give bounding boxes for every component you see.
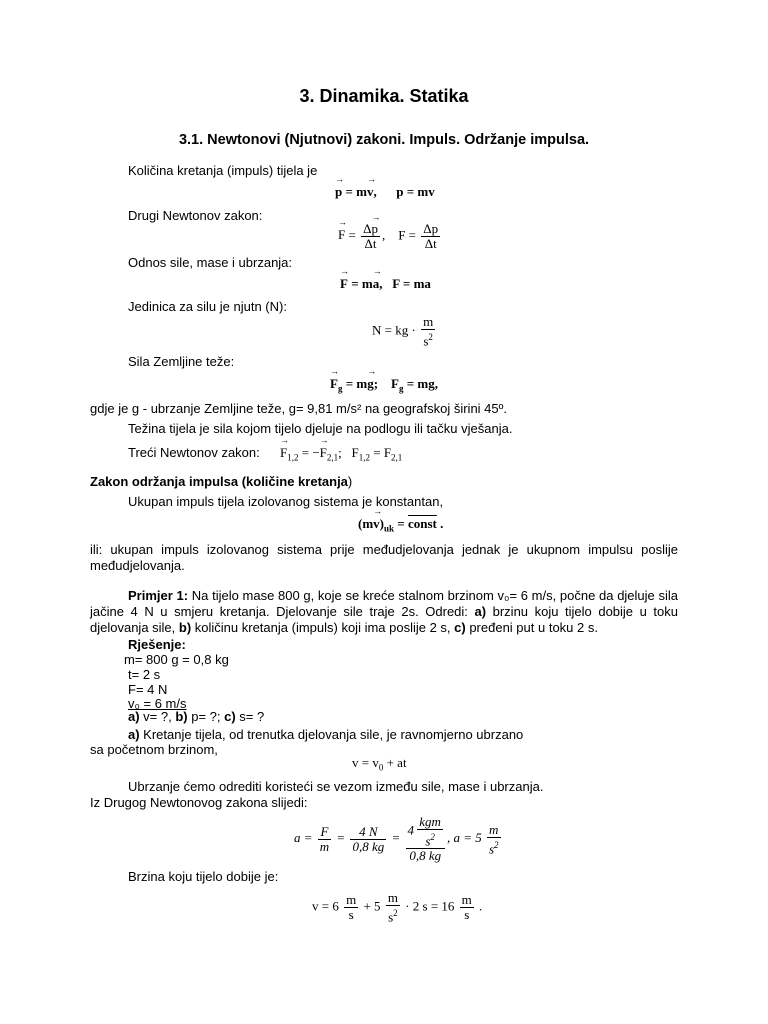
asked-c: c) <box>224 709 236 724</box>
solution-heading: Rješenje: <box>128 637 186 652</box>
formula-conservation: $(m\to v)_{uk}$ = const . <box>358 516 443 534</box>
section-heading-conservation <box>90 474 352 490</box>
page-title: 3. Dinamika. Statika <box>299 86 469 106</box>
text-conservation: Ukupan impuls tijela izolovanog sistema je konstantan, <box>128 494 444 509</box>
given-time: t= 2 s <box>128 667 161 682</box>
asked-values <box>128 709 264 725</box>
example-label: Primjer 1: <box>128 588 189 603</box>
text-impulse: Količina kretanja (impuls) tijela je <box>128 163 318 178</box>
text-from-second-law: Iz Drugog Newtonovog zakona slijedi: <box>90 795 308 810</box>
section-heading-text: Zakon održanja impulsa (količine kretanja <box>90 474 348 489</box>
formula-newton-unit: N = kg · $\frac{m}{s^2}$ <box>372 314 434 349</box>
asked-text: s= ? <box>235 709 265 724</box>
example-text: pređeni put u toku 2 s. <box>465 620 598 635</box>
example-text: količinu kretanja (impuls) koji ima poslije 2 s, <box>191 620 455 635</box>
formula-impulse: → p = m→ v, p = mv <box>335 184 435 200</box>
formula-acceleration: a = $\frac{F}{m}$ = $\frac{4 N}{0,8 kg}$ = 4 $\frac{\text{kgm}}{s^2}$ 0,8 kg , a = 5 $\frac{m}{s^2}$ <box>294 814 499 864</box>
formula-gravity: → $F_g = m\to g$; $F_g$ = mg, <box>330 376 438 394</box>
example-text: Na tijelo mase 800 g, koje se kreće stalnom brzinom v₀= 6 m/s, počne da djeluje sila jačine 4 N u smjeru kretanja. Djelovanje sile traje 2s. Odredi: <box>90 588 678 619</box>
text-g-def: gdje je g - ubrzanje Zemljine teže, g= 9,81 m/s² na geografskoj širini 45º. <box>90 401 507 416</box>
solution-a-label: a) <box>128 727 140 742</box>
formula-fma: → F = m→ a, F = ma <box>340 276 431 292</box>
asked-text: p= ?; <box>187 709 225 724</box>
text-weight: Težina tijela je sila kojom tijelo djeluje na podlogu ili tačku vješanja. <box>128 421 513 436</box>
section-heading-paren: ) <box>347 474 353 489</box>
formula-second-law: → F = $\frac{\Delta\to p}{\Delta t}$ , F = $\frac{\Delta p}{\Delta t}$ <box>338 222 442 251</box>
formula-third-law: → $F_{1,2}$ = −→ $F_{2,1}$; $F_{1,2} = F_{2,1}$ <box>280 445 402 463</box>
formula-final-velocity: v = 6 $\frac{m}{s}$ + 5 $\frac{m}{s^2}$ · 2 s = 16 $\frac{m}{s}$ . <box>312 890 483 925</box>
example-part-b: b) <box>178 620 192 635</box>
text-newton-unit: Jedinica za silu je njutn (N): <box>128 299 287 314</box>
solution-a-text2: sa početnom brzinom, <box>90 742 218 757</box>
asked-text: v= ?, <box>139 709 176 724</box>
solution-a-text: Kretanje tijela, od trenutka djelovanja sile, je ravnomjerno ubrzano <box>139 727 524 742</box>
example-text: brzinu koju tijelo dobije u toku djelovanja sile, <box>90 604 678 635</box>
asked-a: a) <box>128 709 140 724</box>
example-part-a: a) <box>474 604 487 619</box>
text-third-law: Treći Newtonov zakon: <box>128 445 260 460</box>
text-force-mass: Odnos sile, mase i ubrzanja: <box>128 255 293 270</box>
formula-velocity: $v = v_0$ + at <box>352 755 407 773</box>
text-second-law: Drugi Newtonov zakon: <box>128 208 263 223</box>
text-final-velocity: Brzina koju tijelo dobije je: <box>128 869 279 884</box>
given-force: F= 4 N <box>128 682 168 697</box>
text-gravity: Sila Zemljine teže: <box>128 354 235 369</box>
text-acceleration: Ubrzanje ćemo odrediti koristeći se vezom između sile, mase i ubrzanja. <box>128 779 544 794</box>
text-conservation-alt: ili: ukupan impuls izolovanog sistema prije međudjelovanja jednak je ukupnom impulsu poslije međudjelovanja. <box>90 542 678 573</box>
asked-b: b) <box>175 709 188 724</box>
given-velocity: v₀ = 6 m/s <box>128 696 187 711</box>
given-mass: m= 800 g = 0,8 kg <box>124 652 229 667</box>
solution-a <box>128 727 523 743</box>
section-subtitle: 3.1. Newtonovi (Njutnovi) zakoni. Impuls. Održanje impulsa. <box>178 132 590 148</box>
example-part-c: c) <box>454 620 466 635</box>
example-1 <box>90 588 678 636</box>
